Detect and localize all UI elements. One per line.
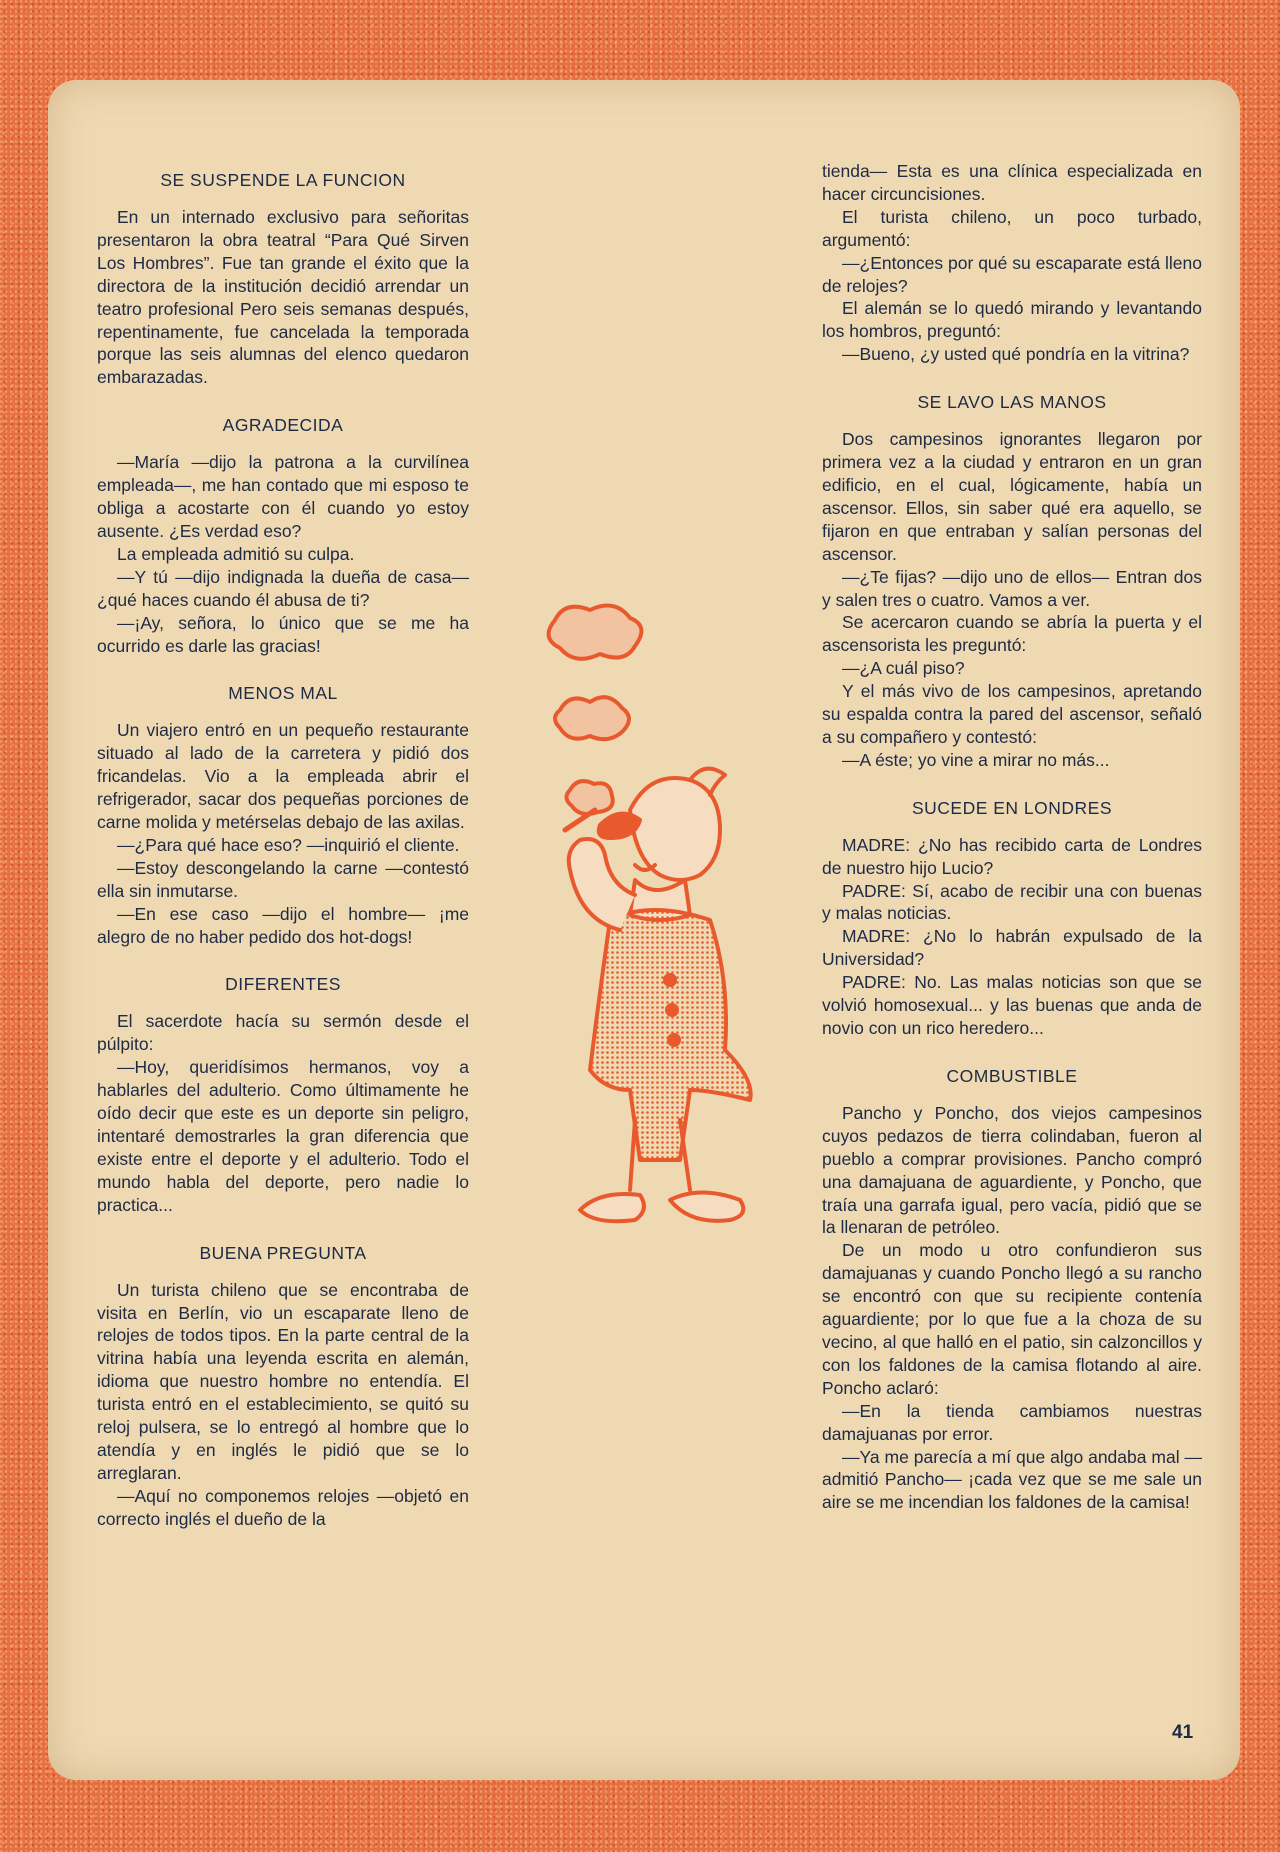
- heading-combustible: COMBUSTIBLE: [946, 1065, 1078, 1086]
- paragraph: PADRE: No. Las malas noticias son que se volvió homosexual... y las buenas que anda de novio con un rico heredero...: [822, 972, 1202, 1038]
- paragraph: MADRE: ¿No lo habrán expulsado de la Universidad?: [822, 926, 1202, 970]
- paragraph: —¡Ay, señora, lo único que se me ha ocurrido es darle las gracias!: [97, 612, 469, 656]
- heading-diferentes: DIFERENTES: [225, 974, 341, 995]
- paragraph: Un viajero entró en un pequeño restaurante situado al lado de la carretera y pidió dos fricandelas. Vio a la empleada abrir el refrigerador, sacar dos pequeñas porciones de carne molida y metérselas debajo de las axilas.: [97, 720, 469, 833]
- paragraph: —Aquí no componemos relojes —objetó en correcto inglés el dueño de la: [97, 1485, 469, 1529]
- paragraph: —Bueno, ¿y usted qué pondría en la vitrina?: [842, 344, 1190, 365]
- paragraph: Y el más vivo de los campesinos, apretando su espalda contra la pared del ascensor, señaló a su compañero y contestó:: [822, 681, 1202, 747]
- page-number: 41: [1172, 1722, 1194, 1743]
- paragraph: Un turista chileno que se encontraba de visita en Berlín, vio un escaparate lleno de relojes de todos tipos. En la parte central de la vitrina había una leyenda escrita en alemán, idioma que nuestro hombre no entendía. El turista entró en el establecimiento, se quitó su reloj pulsera, se lo entregó al hombre que lo atendía y en inglés le pidió que se lo arreglaran.: [97, 1279, 469, 1483]
- paragraph: tienda— Esta es una clínica especializada en hacer circuncisiones.: [822, 161, 1202, 204]
- paragraph: La empleada admitió su culpa.: [117, 543, 355, 564]
- heading-buena-pregunta: BUENA PREGUNTA: [199, 1242, 367, 1263]
- heading-agradecida: AGRADECIDA: [222, 415, 344, 436]
- paragraph: —¿Te fijas? —dijo uno de ellos— Entran dos y salen tres o cuatro. Vamos a ver.: [822, 566, 1202, 610]
- paragraph: El turista chileno, un poco turbado, argumentó:: [822, 206, 1202, 250]
- paragraph: En un internado exclusivo para señoritas presentaron la obra teatral “Para Qué Sirven Los Hombres”. Fue tan grande el éxito que la directora de la institución decidió arrendar un teatro profesional Pero seis semanas después, repentinamente, fue cancelada la temporada porque las seis alumnas del elenco quedaron embarazadas.: [97, 207, 469, 388]
- paragraph: —Y tú —dijo indignada la dueña de casa— ¿qué haces cuando él abusa de ti?: [97, 566, 469, 610]
- paragraph: Dos campesinos ignorantes llegaron por primera vez a la ciudad y entraron en un gran edificio, en el cual, lógicamente, había un ascensor. Ellos, sin saber qué era aquello, se fijaron en que entraban y salían personas del ascensor.: [822, 429, 1202, 564]
- paragraph: —Estoy descongelando la carne —contestó ella sin inmutarse.: [97, 857, 469, 901]
- heading-menos-mal: MENOS MAL: [228, 683, 338, 704]
- right-column: [822, 160, 1202, 1514]
- paragraph: —En la tienda cambiamos nuestras damajuanas por error.: [822, 1400, 1202, 1444]
- heading-sucede-en-londres: SUCEDE EN LONDRES: [911, 797, 1113, 818]
- heading-se-suspende: SE SUSPENDE LA FUNCION: [160, 170, 406, 190]
- paragraph: —¿Para qué hace eso? —inquirió el cliente.: [117, 834, 460, 855]
- heading-se-lavo-las-manos: SE LAVO LAS MANOS: [917, 392, 1107, 413]
- smoking-man-illustration: [540, 600, 770, 1260]
- paragraph: —¿Entonces por qué su escaparate está lleno de relojes?: [822, 252, 1202, 296]
- paragraph: De un modo u otro confundieron sus damajuanas y cuando Poncho llegó a su rancho se encontró con que su recipiente contenía aguardiente; por lo que fue a la choza de su vecino, al que halló en el patio, sin calzoncillos y con los faldones de la camisa flotando al aire. Poncho aclaró:: [822, 1240, 1202, 1398]
- paragraph: El sacerdote hacía su sermón desde el púlpito:: [97, 1011, 469, 1055]
- paragraph: Se acercaron cuando se abría la puerta y el ascensorista les preguntó:: [822, 612, 1202, 656]
- paragraph: —¿A cuál piso?: [842, 658, 965, 679]
- paragraph: —A éste; yo vine a mirar no más...: [842, 749, 1110, 770]
- paragraph: —En ese caso —dijo el hombre— ¡me alegro de no haber pedido dos hot-dogs!: [97, 903, 469, 947]
- paragraph: MADRE: ¿No has recibido carta de Londres de nuestro hijo Lucio?: [822, 834, 1202, 878]
- paragraph: —María —dijo la patrona a la curvilínea empleada—, me han contado que mi esposo te obliga a acostarte con él cuando yo estoy ausente. ¿Es verdad eso?: [97, 452, 469, 541]
- left-column: [97, 158, 469, 1531]
- paragraph: Pancho y Poncho, dos viejos campesinos cuyos pedazos de tierra colindaban, fueron al pueblo a comprar provisiones. Pancho compró una damajuana de aguardiente, y Poncho, que traía una garrafa igual, pero vacía, pidió que se la llenaran de petróleo.: [822, 1102, 1202, 1238]
- paragraph: PADRE: Sí, acabo de recibir una con buenas y malas noticias.: [822, 880, 1202, 924]
- paragraph: —Ya me parecía a mí que algo andaba mal —admitió Pancho— ¡cada vez que se me sale un aire se me incendian los faldones de la camisa!: [822, 1446, 1202, 1513]
- paragraph: —Hoy, queridísimos hermanos, voy a hablarles del adulterio. Como últimamente he oído decir que este es un deporte sin peligro, intentaré demostrarles la gran diferencia que existe entre el deporte y el adulterio. Todo el mundo habla del deporte, pero nadie lo practica...: [97, 1057, 469, 1215]
- paragraph: El alemán se lo quedó mirando y levantando los hombros, preguntó:: [822, 298, 1202, 342]
